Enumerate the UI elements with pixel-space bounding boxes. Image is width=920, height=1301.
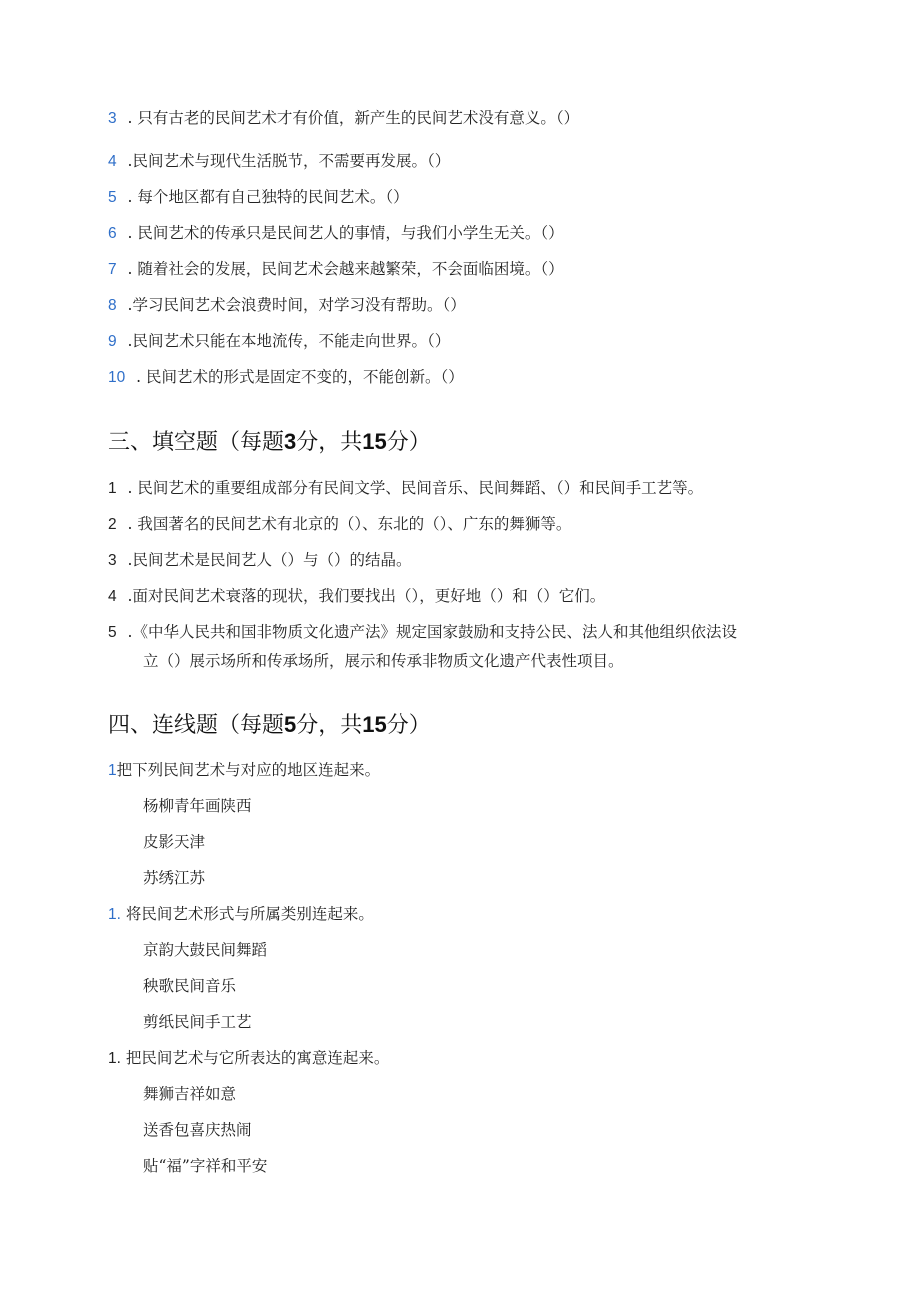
- judge-item-6: [108, 222, 564, 245]
- judge-item-8: [108, 294, 466, 317]
- item-number: 7: [108, 261, 117, 278]
- item-number: 5: [108, 624, 117, 641]
- judge-item-5: [108, 186, 409, 209]
- fill-item-3: [108, 549, 411, 572]
- match-question-1: [108, 759, 380, 782]
- item-number: 9: [108, 333, 117, 350]
- judge-item-10: [108, 366, 464, 389]
- fill-item-4: [108, 585, 605, 608]
- match-question-2: [108, 903, 374, 926]
- item-number: 1.: [108, 1050, 121, 1067]
- item-text: . 随着社会的发展，民间艺术会越来越繁荣，不会面临困境。（）: [122, 260, 564, 278]
- item-number: 4: [108, 153, 117, 170]
- item-number: 6: [108, 225, 117, 242]
- match-option: 舞狮吉祥如意: [143, 1085, 237, 1103]
- match-option: 秧歌民间音乐: [143, 977, 237, 995]
- item-text: 把下列民间艺术与对应的地区连起来。: [116, 761, 381, 779]
- item-text: . 只有古老的民间艺术才有价值，新产生的民间艺术没有意义。（）: [122, 109, 580, 127]
- item-text: .学习民间艺术会浪费时间，对学习没有帮助。（）: [122, 296, 466, 314]
- title-part: 分）: [386, 713, 431, 738]
- match-option: 送香包喜庆热闹: [143, 1121, 252, 1139]
- item-number: 1: [108, 480, 117, 497]
- fill-item-5-continued: 立（）展示场所和传承场所，展示和传承非物质文化遗产代表性项目。: [143, 652, 624, 670]
- item-text: . 每个地区都有自己独特的民间艺术。（）: [122, 188, 409, 206]
- item-text: .面对民间艺术衰落的现状，我们要找出（），更好地（）和（）它们。: [122, 587, 606, 605]
- match-option: 贴“福”字祥和平安: [143, 1157, 268, 1175]
- title-number: 15: [362, 712, 387, 737]
- item-number: 10: [108, 369, 126, 386]
- title-number: 3: [284, 429, 297, 454]
- match-option: 京韵大鼓民间舞蹈: [143, 941, 268, 959]
- match-option: 皮影天津: [143, 833, 206, 851]
- judge-item-3: [108, 107, 579, 130]
- fill-item-1: [108, 477, 703, 500]
- item-number: 3: [108, 552, 117, 569]
- item-text: . 民间艺术的重要组成部分有民间文学、民间音乐、民间舞蹈、（）和民间手工艺等。: [122, 479, 704, 497]
- item-number: 2: [108, 516, 117, 533]
- item-text: .民间艺术与现代生活脱节，不需要再发展。（）: [122, 152, 451, 170]
- title-part: 三、填空题（每题: [108, 430, 285, 455]
- item-text: .民间艺术是民间艺人（）与（）的结晶。: [122, 551, 412, 569]
- item-text: .民间艺术只能在本地流传，不能走向世界。（）: [122, 332, 451, 350]
- title-number: 5: [284, 712, 297, 737]
- item-number: 3: [108, 110, 117, 127]
- match-option: 苏绣江苏: [143, 869, 206, 887]
- item-number: 8: [108, 297, 117, 314]
- item-text: . 民间艺术的传承只是民间艺人的事情，与我们小学生无关。（）: [122, 224, 564, 242]
- section-4-title: [108, 710, 431, 741]
- match-option: 杨柳青年画陕西: [143, 797, 252, 815]
- match-question-3: [108, 1047, 389, 1070]
- item-text: .《中华人民共和国非物质文化遗产法》规定国家鼓励和支持公民、法人和其他组织依法设: [122, 623, 737, 641]
- item-number: 5: [108, 189, 117, 206]
- item-number: 4: [108, 588, 117, 605]
- item-text: 把民间艺术与它所表达的寓意连起来。: [120, 1049, 390, 1067]
- title-part: 四、连线题（每题: [108, 713, 285, 738]
- section-3-title: [108, 427, 431, 458]
- match-option: 剪纸民间手工艺: [143, 1013, 252, 1031]
- title-part: 分，共: [296, 713, 363, 738]
- item-number: 1.: [108, 906, 121, 923]
- judge-item-4: [108, 150, 450, 173]
- item-number: 1: [108, 762, 117, 779]
- judge-item-7: [108, 258, 564, 281]
- fill-item-5: [108, 621, 737, 644]
- title-part: 分）: [386, 430, 431, 455]
- title-part: 分，共: [296, 430, 363, 455]
- item-text: . 我国著名的民间艺术有北京的（）、东北的（）、广东的舞狮等。: [122, 515, 572, 533]
- item-text: . 民间艺术的形式是固定不变的，不能创新。（）: [131, 368, 464, 386]
- judge-item-9: [108, 330, 450, 353]
- item-text: 将民间艺术形式与所属类别连起来。: [120, 905, 374, 923]
- title-number: 15: [362, 429, 387, 454]
- fill-item-2: [108, 513, 571, 536]
